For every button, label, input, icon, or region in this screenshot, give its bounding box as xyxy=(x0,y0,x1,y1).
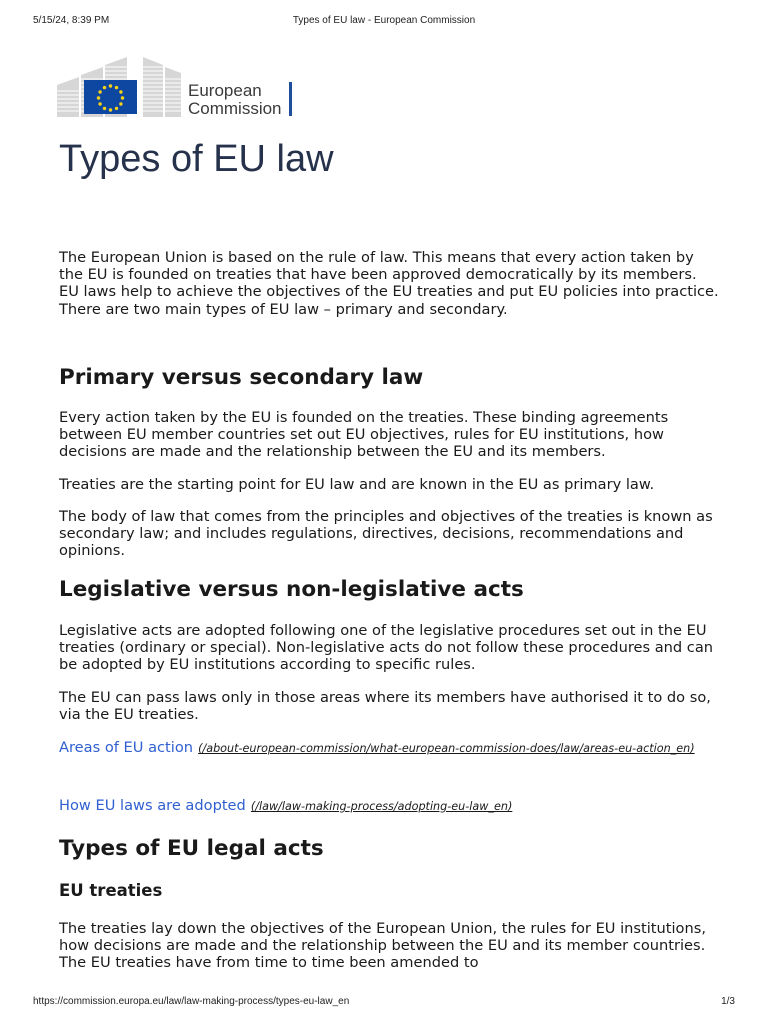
primary-paragraph-1: Every action taken by the EU is founded on the treaties. These binding agreements between EU member countries set out EU objectives, rules for EU institutions, how decisions are made and the relationship between the EU and its members. xyxy=(59,409,669,461)
subheading-eu-treaties: EU treaties xyxy=(59,881,163,900)
treaties-paragraph: The treaties lay down the objectives of the European Union, the rules for EU institutions, how decisions are made and the relationship between the EU and its member countries. The EU treaties have from time to time been amended to xyxy=(59,920,706,972)
logo-line-european: European xyxy=(188,81,262,100)
primary-paragraph-3: The body of law that comes from the principles and objectives of the treaties is known as secondary law; and includes regulations, directives, decisions, recommendations and opinions. xyxy=(59,508,713,560)
heading-legal-acts: Types of EU legal acts xyxy=(59,836,324,861)
link-how-eu-laws-adopted[interactable] xyxy=(59,794,719,818)
print-header xyxy=(0,15,768,29)
link-how-eu-laws-adopted-url[interactable]: (/law/law-making-process/adopting-eu-law_en) xyxy=(250,800,513,813)
logo-line-commission: Commission xyxy=(188,99,282,118)
heading-legislative: Legislative versus non-legislative acts xyxy=(59,577,524,602)
link-areas-eu-action-url[interactable]: (/about-european-commission/what-european-commission-does/law/areas-eu-action_en) xyxy=(198,742,695,755)
print-datetime: 5/15/24, 8:39 PM xyxy=(33,15,110,26)
print-url: https://commission.europa.eu/law/law-making-process/types-eu-law_en xyxy=(33,996,350,1007)
link-areas-eu-action-label[interactable]: Areas of EU action xyxy=(59,739,193,756)
logo-accent-bar xyxy=(289,82,292,116)
logo-wordmark xyxy=(188,82,282,118)
legislative-paragraph-1: Legislative acts are adopted following one of the legislative procedures set out in the EU treaties (ordinary or special). Non-legislative acts do not follow these procedures and can be adopted by EU institutions according to specific rules. xyxy=(59,622,714,674)
print-footer xyxy=(0,996,768,1010)
link-areas-eu-action[interactable] xyxy=(59,736,719,760)
heading-primary-secondary: Primary versus secondary law xyxy=(59,365,424,390)
legislative-paragraph-2: The EU can pass laws only in those areas where its members have authorised it to do so, via the EU treaties. xyxy=(59,689,711,724)
primary-paragraph-2: Treaties are the starting point for EU law and are known in the EU as primary law. xyxy=(59,476,655,493)
link-how-eu-laws-adopted-label[interactable]: How EU laws are adopted xyxy=(59,797,246,814)
print-page-title: Types of EU law - European Commission xyxy=(292,15,476,26)
print-page-number: 1/3 xyxy=(721,996,735,1007)
page-title: Types of EU law xyxy=(59,138,334,180)
intro-paragraph: The European Union is based on the rule of law. This means that every action taken by the EU is founded on treaties that have been approved democratically by its members. EU laws help to achieve the objectives of the EU treaties and put EU policies into practice. There are two main types of EU law – primary and secondary. xyxy=(59,249,719,318)
